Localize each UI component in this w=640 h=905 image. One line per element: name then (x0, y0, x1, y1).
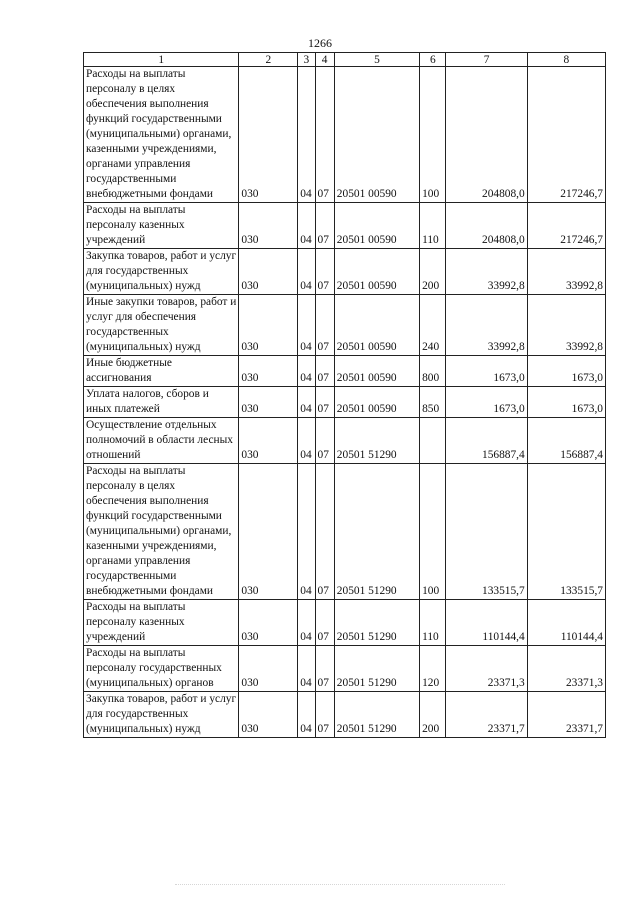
expense-type-cell: 200 (420, 692, 446, 738)
table-row (84, 203, 606, 249)
section-code-cell: 04 (298, 67, 315, 203)
ministry-code-cell: 030 (239, 600, 298, 646)
scan-artifact (175, 884, 505, 888)
header-cell: 3 (298, 53, 315, 67)
expense-name-cell: Закупка товаров, работ и услуг для государственных (муниципальных) нужд (84, 692, 239, 738)
target-code-cell: 20501 51290 (334, 464, 419, 600)
amount-col7-cell: 204808,0 (446, 67, 527, 203)
header-cell: 5 (334, 53, 419, 67)
expense-name-cell: Уплата налогов, сборов и иных платежей (84, 387, 239, 418)
table-row (84, 249, 606, 295)
section-code-cell: 04 (298, 464, 315, 600)
section-code-cell: 04 (298, 387, 315, 418)
header-row (84, 53, 606, 67)
subsection-code-cell: 07 (315, 295, 334, 356)
target-code-cell: 20501 00590 (334, 356, 419, 387)
budget-table (83, 52, 606, 738)
header-cell: 7 (446, 53, 527, 67)
amount-col8-cell: 217246,7 (527, 67, 605, 203)
amount-col7-cell: 1673,0 (446, 387, 527, 418)
amount-col8-cell: 33992,8 (527, 249, 605, 295)
amount-col8-cell: 156887,4 (527, 418, 605, 464)
ministry-code-cell: 030 (239, 418, 298, 464)
subsection-code-cell: 07 (315, 356, 334, 387)
subsection-code-cell: 07 (315, 387, 334, 418)
ministry-code-cell: 030 (239, 203, 298, 249)
subsection-code-cell: 07 (315, 67, 334, 203)
amount-col7-cell: 23371,7 (446, 692, 527, 738)
expense-type-cell: 110 (420, 600, 446, 646)
expense-type-cell: 100 (420, 67, 446, 203)
section-code-cell: 04 (298, 356, 315, 387)
header-cell: 6 (420, 53, 446, 67)
expense-name-cell: Расходы на выплаты персоналу казенных учреждений (84, 203, 239, 249)
expense-name-cell: Расходы на выплаты персоналу в целях обеспечения выполнения функций государственными (муниципальными) органами, казенными учреждениями, органами управления государственными внебюджетными фондами (84, 67, 239, 203)
amount-col7-cell: 133515,7 (446, 464, 527, 600)
table-row (84, 387, 606, 418)
target-code-cell: 20501 51290 (334, 600, 419, 646)
table-row (84, 464, 606, 600)
subsection-code-cell: 07 (315, 600, 334, 646)
amount-col7-cell: 33992,8 (446, 295, 527, 356)
table-row (84, 356, 606, 387)
section-code-cell: 04 (298, 295, 315, 356)
ministry-code-cell: 030 (239, 387, 298, 418)
target-code-cell: 20501 51290 (334, 692, 419, 738)
subsection-code-cell: 07 (315, 646, 334, 692)
expense-type-cell: 850 (420, 387, 446, 418)
amount-col8-cell: 217246,7 (527, 203, 605, 249)
target-code-cell: 20501 00590 (334, 387, 419, 418)
target-code-cell: 20501 00590 (334, 203, 419, 249)
target-code-cell: 20501 00590 (334, 249, 419, 295)
table-row (84, 692, 606, 738)
amount-col8-cell: 23371,7 (527, 692, 605, 738)
amount-col7-cell: 23371,3 (446, 646, 527, 692)
header-cell: 2 (239, 53, 298, 67)
target-code-cell: 20501 00590 (334, 67, 419, 203)
amount-col7-cell: 1673,0 (446, 356, 527, 387)
target-code-cell: 20501 51290 (334, 418, 419, 464)
ministry-code-cell: 030 (239, 67, 298, 203)
target-code-cell: 20501 51290 (334, 646, 419, 692)
expense-type-cell: 110 (420, 203, 446, 249)
subsection-code-cell: 07 (315, 203, 334, 249)
table-row (84, 295, 606, 356)
table-row (84, 600, 606, 646)
amount-col8-cell: 110144,4 (527, 600, 605, 646)
page-number: 1266 (308, 36, 332, 50)
amount-col8-cell: 33992,8 (527, 295, 605, 356)
table-row (84, 67, 606, 203)
expense-type-cell: 200 (420, 249, 446, 295)
amount-col8-cell: 133515,7 (527, 464, 605, 600)
expense-type-cell: 240 (420, 295, 446, 356)
header-cell: 1 (84, 53, 239, 67)
amount-col8-cell: 1673,0 (527, 387, 605, 418)
amount-col7-cell: 33992,8 (446, 249, 527, 295)
expense-type-cell (420, 418, 446, 464)
amount-col8-cell: 1673,0 (527, 356, 605, 387)
target-code-cell: 20501 00590 (334, 295, 419, 356)
amount-col8-cell: 23371,3 (527, 646, 605, 692)
expense-name-cell: Расходы на выплаты персоналу в целях обеспечения выполнения функций государственными (муниципальными) органами, казенными учреждениями, органами управления государственными внебюджетными фондами (84, 464, 239, 600)
amount-col7-cell: 204808,0 (446, 203, 527, 249)
expense-type-cell: 800 (420, 356, 446, 387)
subsection-code-cell: 07 (315, 249, 334, 295)
amount-col7-cell: 110144,4 (446, 600, 527, 646)
ministry-code-cell: 030 (239, 646, 298, 692)
section-code-cell: 04 (298, 203, 315, 249)
table-row (84, 646, 606, 692)
expense-name-cell: Иные бюджетные ассигнования (84, 356, 239, 387)
expense-type-cell: 100 (420, 464, 446, 600)
ministry-code-cell: 030 (239, 692, 298, 738)
ministry-code-cell: 030 (239, 249, 298, 295)
expense-name-cell: Расходы на выплаты персоналу государственных (муниципальных) органов (84, 646, 239, 692)
section-code-cell: 04 (298, 418, 315, 464)
table-row (84, 418, 606, 464)
subsection-code-cell: 07 (315, 464, 334, 600)
section-code-cell: 04 (298, 646, 315, 692)
ministry-code-cell: 030 (239, 464, 298, 600)
section-code-cell: 04 (298, 600, 315, 646)
subsection-code-cell: 07 (315, 418, 334, 464)
amount-col7-cell: 156887,4 (446, 418, 527, 464)
expense-name-cell: Расходы на выплаты персоналу казенных учреждений (84, 600, 239, 646)
section-code-cell: 04 (298, 692, 315, 738)
subsection-code-cell: 07 (315, 692, 334, 738)
expense-name-cell: Иные закупки товаров, работ и услуг для обеспечения государственных (муниципальных) нужд (84, 295, 239, 356)
ministry-code-cell: 030 (239, 356, 298, 387)
ministry-code-cell: 030 (239, 295, 298, 356)
section-code-cell: 04 (298, 249, 315, 295)
header-cell: 4 (315, 53, 334, 67)
expense-type-cell: 120 (420, 646, 446, 692)
header-cell: 8 (527, 53, 605, 67)
expense-name-cell: Осуществление отдельных полномочий в области лесных отношений (84, 418, 239, 464)
expense-name-cell: Закупка товаров, работ и услуг для государственных (муниципальных) нужд (84, 249, 239, 295)
